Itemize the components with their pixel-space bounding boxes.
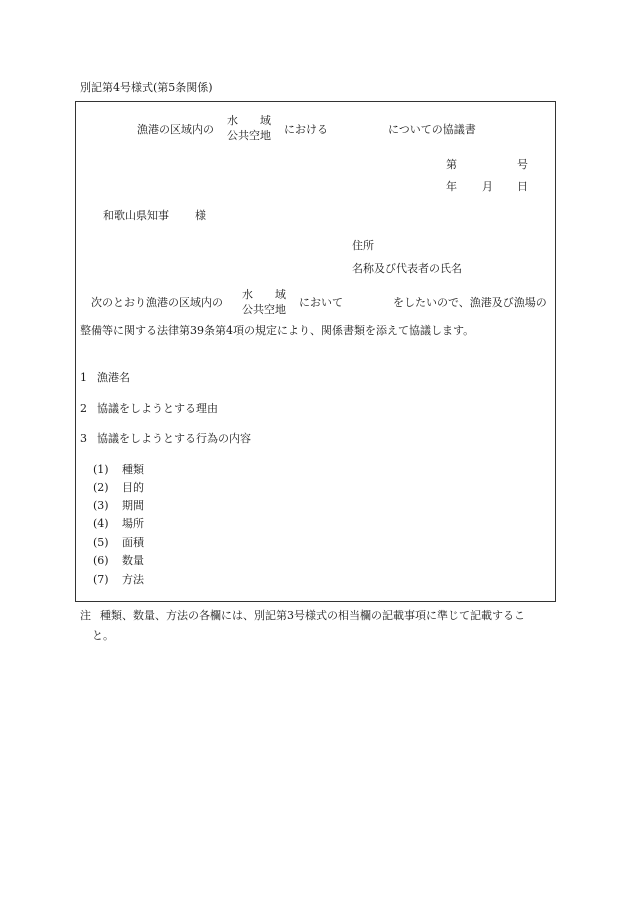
subitem-4-text: 場所	[122, 517, 144, 530]
item-2-num: 2	[80, 402, 87, 415]
form-frame	[75, 101, 556, 602]
date-day: 日	[517, 180, 528, 193]
body-area-water: 水 域	[242, 288, 286, 301]
item-3-text: 協議をしようとする行為の内容	[97, 432, 251, 445]
item-1-num: 1	[80, 371, 87, 384]
title-prefix: 漁港の区域内の	[137, 123, 214, 136]
addressee-honorific: 様	[195, 209, 206, 222]
date-year: 年	[446, 180, 457, 193]
subitem-2-text: 目的	[122, 481, 144, 494]
title-mid: における	[284, 123, 328, 136]
date-month: 月	[482, 180, 493, 193]
body-prefix: 次のとおり漁港の区域内の	[91, 296, 223, 309]
subitem-7-text: 方法	[122, 573, 144, 586]
body-area-choice	[242, 289, 286, 315]
subitem-5-num: (5)	[93, 536, 109, 549]
body-mid: において	[299, 296, 343, 309]
subitem-6-text: 数量	[122, 554, 144, 567]
subitem-5-text: 面積	[122, 536, 144, 549]
form-label: 別記第4号様式(第5条関係)	[80, 81, 213, 94]
body-area-public-space: 公共空地	[242, 303, 286, 316]
title-area-water: 水 域	[227, 114, 271, 127]
note-line1: 種類、数量、方法の各欄には、別記第3号様式の相当欄の記載事項に準じて記載するこ	[100, 609, 525, 622]
body-line2: 整備等に関する法律第39条第4項の規定により、関係書類を添えて協議します。	[80, 324, 475, 337]
subitem-6-num: (6)	[93, 554, 109, 567]
addressee-name: 和歌山県知事	[103, 209, 169, 222]
subitem-7-num: (7)	[93, 573, 109, 586]
applicant-address-label: 住所	[352, 239, 374, 252]
title-suffix: についての協議書	[388, 123, 476, 136]
number-dai: 第	[446, 158, 457, 171]
note-line2: と。	[92, 629, 114, 642]
applicant-name-label: 名称及び代表者の氏名	[352, 262, 462, 275]
note-mark: 注	[80, 609, 91, 622]
body-suffix: をしたいので、漁港及び漁場の	[393, 296, 547, 309]
item-3-num: 3	[80, 432, 87, 445]
number-go: 号	[517, 158, 528, 171]
subitem-1-num: (1)	[93, 463, 109, 476]
title-area-public-space: 公共空地	[227, 129, 271, 142]
item-2-text: 協議をしようとする理由	[97, 402, 218, 415]
subitem-4-num: (4)	[93, 517, 109, 530]
title-area-choice	[227, 115, 271, 141]
subitem-1-text: 種類	[122, 463, 144, 476]
subitem-2-num: (2)	[93, 481, 109, 494]
subitem-3-num: (3)	[93, 499, 109, 512]
subitem-3-text: 期間	[122, 499, 144, 512]
item-1-text: 漁港名	[97, 371, 130, 384]
